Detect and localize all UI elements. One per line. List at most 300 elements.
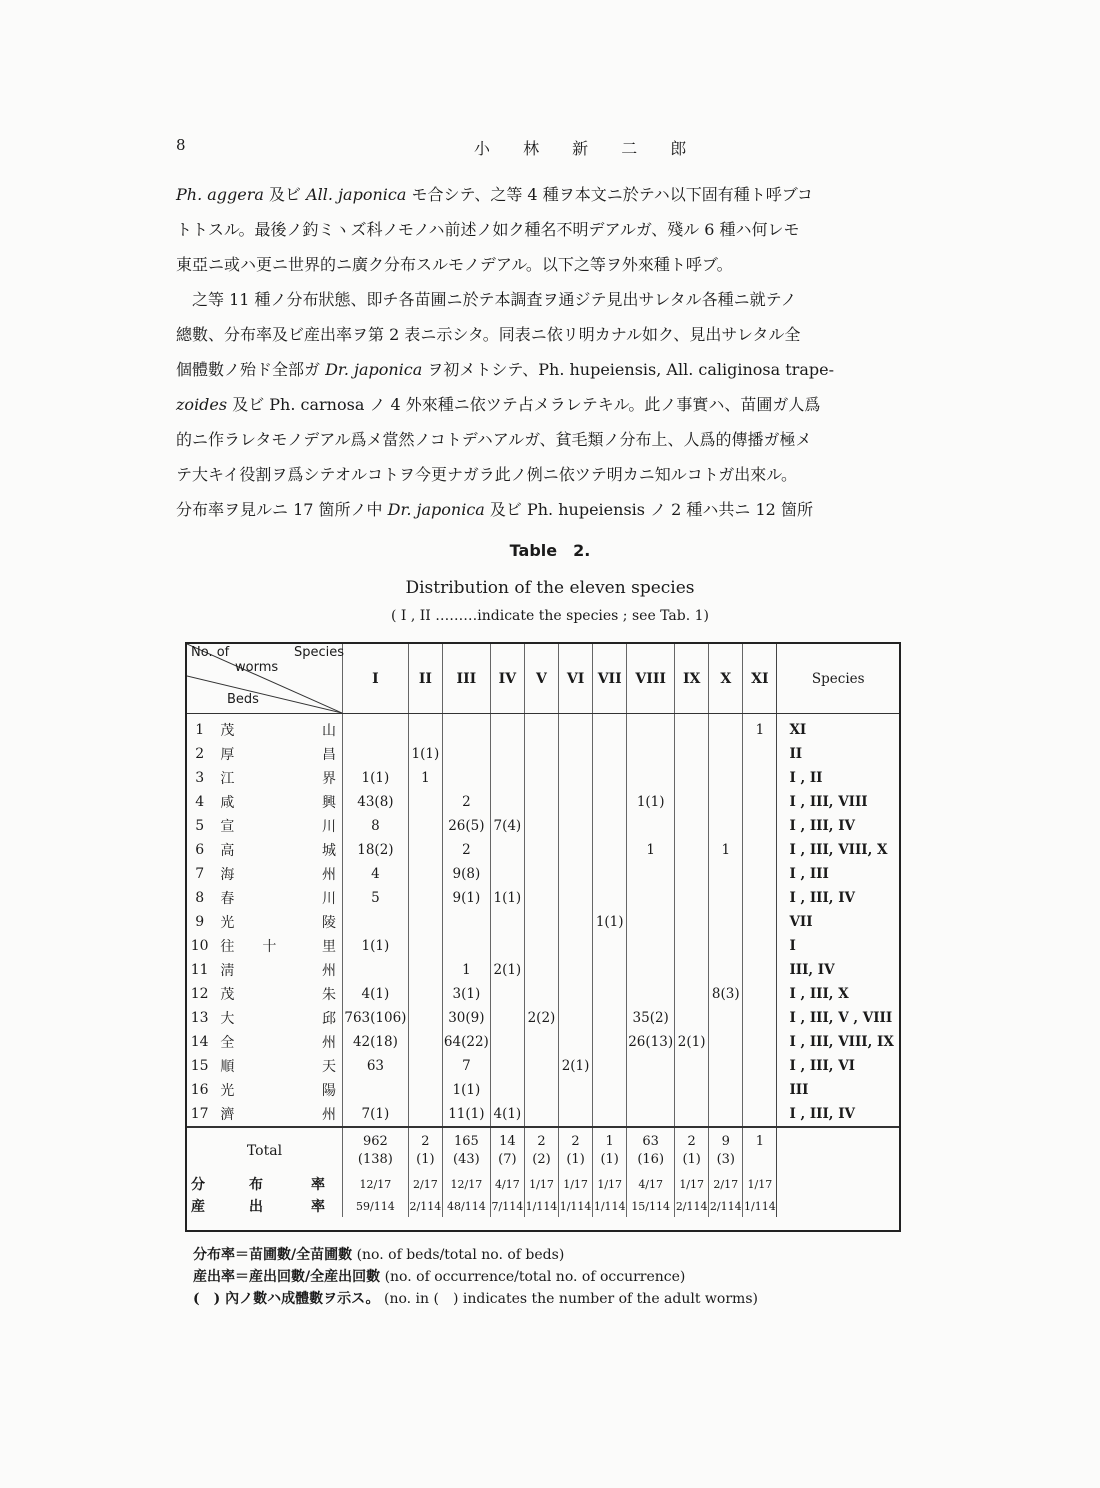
table-cell <box>627 934 675 958</box>
species-column-header: Species <box>777 644 899 714</box>
species-present: XI <box>777 714 899 743</box>
total-value: 1 <box>605 1133 614 1149</box>
table-cell <box>559 1030 593 1054</box>
table-cell <box>559 1006 593 1030</box>
table-cell <box>559 838 593 862</box>
table-cell: 763(106) <box>343 1006 409 1030</box>
bed-name <box>212 958 342 982</box>
footnote-explanation: (no. of occurrence/total no. of occurrence) <box>380 1269 686 1285</box>
table-cell <box>743 1054 777 1078</box>
table-cell <box>593 934 627 958</box>
table-cell: 1 <box>743 714 777 743</box>
bed-char: 興 <box>322 795 336 811</box>
table-cell <box>709 958 743 982</box>
table-cell <box>709 934 743 958</box>
footnote-line <box>193 1266 685 1286</box>
table-cell <box>675 958 709 982</box>
table-cell <box>490 1006 524 1030</box>
row-number: 12 <box>190 986 209 1002</box>
corner-beds: Beds <box>227 692 259 707</box>
table-row <box>187 742 899 766</box>
table-cell <box>675 1054 709 1078</box>
bed-name <box>212 1078 342 1102</box>
rate-cell: 12/17 <box>343 1173 409 1195</box>
bed-char: 海 <box>220 867 235 883</box>
species-present: I , II <box>777 766 899 790</box>
table-cell <box>524 958 558 982</box>
table-cell <box>675 862 709 886</box>
bed-name <box>212 910 342 934</box>
table-cell <box>593 814 627 838</box>
table-cell <box>490 1054 524 1078</box>
table-cell <box>627 886 675 910</box>
table-cell: 63 <box>343 1054 409 1078</box>
table-cell <box>559 1078 593 1102</box>
table-cell <box>524 838 558 862</box>
text-segment: ヲ初メトシテ、Ph. hupeiensis, All. caliginosa trape- <box>422 360 834 379</box>
table-cell <box>593 1078 627 1102</box>
table-cell <box>743 766 777 790</box>
rate-cell: 4/17 <box>627 1173 675 1195</box>
bed-char: 厚 <box>220 747 235 763</box>
rate-cell: 1/114 <box>559 1195 593 1217</box>
total-adults <box>743 1151 776 1169</box>
table-cell: 9(1) <box>442 886 490 910</box>
bed-char: 江 <box>220 771 235 787</box>
table-cell <box>408 1054 442 1078</box>
table-row <box>187 1030 899 1054</box>
row-number: 3 <box>195 770 205 786</box>
bed-char: 大 <box>220 1011 235 1027</box>
table-caption: Distribution of the eleven species <box>405 578 695 598</box>
table-cell <box>408 1102 442 1127</box>
bed-char: 光 <box>220 915 235 931</box>
table-cell <box>675 886 709 910</box>
table-cell <box>675 1102 709 1127</box>
table-cell <box>743 934 777 958</box>
table-cell <box>559 790 593 814</box>
rate-cell: 12/17 <box>442 1173 490 1195</box>
text-segment: 分布率ヲ見ルニ 17 箇所ノ中 <box>176 500 388 519</box>
text-segment: zoides <box>176 395 228 414</box>
row-number: 17 <box>190 1106 209 1122</box>
table-cell: 1(1) <box>490 886 524 910</box>
text-segment: Ph. aggera <box>176 185 264 204</box>
table-cell: 4(1) <box>490 1102 524 1127</box>
table-cell <box>490 1030 524 1054</box>
text-segment: テ大キイ役割ヲ爲シテオルコトヲ今更ナガラ此ノ例ニ依ツテ明カニ知ルコトガ出來ル。 <box>176 465 797 484</box>
text-segment: 的ニ作ラレタモノデアル爲メ當然ノコトデハアルガ、貧毛類ノ分布上、人爲的傳播ガ極メ <box>176 430 812 449</box>
row-number: 13 <box>190 1010 209 1026</box>
table-cell <box>490 910 524 934</box>
label-char: 出 <box>249 1199 263 1215</box>
total-cell <box>709 1127 743 1173</box>
bed-char: 茂 <box>220 723 235 739</box>
bed-char: 濟 <box>220 1107 235 1123</box>
column-header: X <box>709 644 743 714</box>
rate-cell: 2/17 <box>709 1173 743 1195</box>
table-row <box>187 790 899 814</box>
total-adults: (43) <box>453 1151 480 1167</box>
table-cell: 7 <box>442 1054 490 1078</box>
rate-cell: 15/114 <box>627 1195 675 1217</box>
footnote-line <box>193 1244 564 1264</box>
table-cell <box>709 1054 743 1078</box>
table-cell <box>559 934 593 958</box>
table-row <box>187 1054 899 1078</box>
table-cell <box>490 790 524 814</box>
table-cell <box>593 742 627 766</box>
total-value: 165 <box>453 1133 479 1149</box>
total-adults: (138) <box>357 1151 393 1167</box>
species-present: I , III, VIII <box>777 790 899 814</box>
row-number: 11 <box>190 962 209 978</box>
table-cell <box>675 790 709 814</box>
table-cell <box>675 766 709 790</box>
table-cell <box>675 814 709 838</box>
text-segment: 及ビ Ph. carnosa ノ 4 外來種ニ依ツテ占メラレテキル。此ノ事實ハ、苗圃ガ人爲 <box>227 395 821 414</box>
footnote-explanation: (no. in ( ) indicates the number of the adult worms) <box>379 1291 758 1307</box>
row-number: 8 <box>195 890 205 906</box>
table-cell <box>559 814 593 838</box>
row-number: 5 <box>195 818 205 834</box>
bed-char: 界 <box>322 771 336 787</box>
table-cell <box>675 714 709 743</box>
table-cell <box>408 1078 442 1102</box>
column-header: I <box>343 644 409 714</box>
table-cell <box>490 714 524 743</box>
table-cell <box>490 766 524 790</box>
label-char: 布 <box>249 1177 263 1193</box>
table-cell <box>709 1102 743 1127</box>
text-segment: 及ビ <box>263 185 307 204</box>
table-cell <box>593 838 627 862</box>
total-label: Total <box>187 1127 343 1173</box>
bed-name <box>212 814 342 838</box>
table-cell <box>408 1030 442 1054</box>
table-cell <box>593 790 627 814</box>
bed-name <box>212 1030 342 1054</box>
table-cell <box>408 958 442 982</box>
table-cell <box>408 1006 442 1030</box>
table-cell: 2 <box>442 838 490 862</box>
total-adults: (1) <box>682 1151 701 1167</box>
rate-cell: 1/114 <box>593 1195 627 1217</box>
table-cell: 1 <box>627 838 675 862</box>
body-text-line <box>176 184 916 206</box>
total-cell <box>675 1127 709 1173</box>
table-cell: 2(1) <box>559 1054 593 1078</box>
body-text-line <box>176 464 916 486</box>
table-cell <box>343 1078 409 1102</box>
table-cell <box>709 886 743 910</box>
rate-cell: 2/114 <box>675 1195 709 1217</box>
bed-char: 光 <box>220 1083 235 1099</box>
table-cell <box>627 1078 675 1102</box>
table-cell <box>559 886 593 910</box>
bed-char: 朱 <box>322 987 336 1003</box>
table-cell <box>709 1078 743 1102</box>
table-cell <box>408 982 442 1006</box>
rate-cell: 4/17 <box>490 1173 524 1195</box>
total-cell <box>442 1127 490 1173</box>
body-text-line <box>176 394 916 416</box>
table-cell <box>490 1078 524 1102</box>
table-cell <box>743 886 777 910</box>
table-label: Table 2. <box>509 541 591 560</box>
table-cell <box>675 934 709 958</box>
column-header: VII <box>593 644 627 714</box>
species-present: I , III, IV <box>777 814 899 838</box>
occurrence-rate-row <box>187 1195 899 1217</box>
table-cell <box>559 714 593 743</box>
table-cell <box>675 838 709 862</box>
species-present: VII <box>777 910 899 934</box>
total-cell <box>627 1127 675 1173</box>
column-header: VIII <box>627 644 675 714</box>
table-cell: 43(8) <box>343 790 409 814</box>
table-cell <box>442 934 490 958</box>
table-cell: 35(2) <box>627 1006 675 1030</box>
table-row <box>187 766 899 790</box>
body-text-line <box>176 219 916 241</box>
column-header: XI <box>743 644 777 714</box>
text-segment: 總數、分布率及ビ産出率ヲ第 2 表ニ示シタ。同表ニ依リ明カナル如ク、見出サレタル全 <box>176 325 801 344</box>
bed-char: 茂 <box>220 987 235 1003</box>
bed-char: 昌 <box>322 747 336 763</box>
table-cell: 1(1) <box>343 934 409 958</box>
bed-char: 川 <box>322 891 336 907</box>
species-present: I , III, IV <box>777 1102 899 1127</box>
table-row <box>187 814 899 838</box>
table-row <box>187 838 899 862</box>
table-cell <box>743 1006 777 1030</box>
bed-name <box>212 1006 342 1030</box>
bed-char: 高 <box>220 843 235 859</box>
corner-cell <box>187 644 343 714</box>
table-cell: 18(2) <box>343 838 409 862</box>
bed-char: 淸 <box>220 963 235 979</box>
table-cell <box>408 886 442 910</box>
table-row <box>187 934 899 958</box>
bed-char: 宣 <box>220 819 235 835</box>
bed-name <box>212 934 342 958</box>
table-cell <box>559 1102 593 1127</box>
table-row <box>187 862 899 886</box>
table-cell <box>559 910 593 934</box>
table-cell <box>343 742 409 766</box>
total-adults: (3) <box>716 1151 735 1167</box>
table-cell <box>524 982 558 1006</box>
table-cell <box>743 1078 777 1102</box>
table-cell: 2(2) <box>524 1006 558 1030</box>
total-adults: (1) <box>416 1151 435 1167</box>
total-adults: (1) <box>600 1151 619 1167</box>
table-cell <box>627 862 675 886</box>
table-cell <box>559 958 593 982</box>
table-cell <box>442 714 490 743</box>
row-number: 6 <box>195 842 205 858</box>
rate-cell: 1/17 <box>743 1173 777 1195</box>
rate-cell: 2/114 <box>709 1195 743 1217</box>
total-cell <box>408 1127 442 1173</box>
text-segment: Dr. japonica <box>387 500 485 519</box>
table-cell <box>559 742 593 766</box>
table-row <box>187 982 899 1006</box>
total-value: 9 <box>721 1133 730 1149</box>
table-cell: 11(1) <box>442 1102 490 1127</box>
table-cell <box>408 838 442 862</box>
bed-name <box>212 790 342 814</box>
table-cell <box>627 714 675 743</box>
total-cell <box>593 1127 627 1173</box>
table-cell: 30(9) <box>442 1006 490 1030</box>
total-adults: (7) <box>498 1151 517 1167</box>
table-cell: 8 <box>343 814 409 838</box>
column-header: II <box>408 644 442 714</box>
table-cell <box>675 982 709 1006</box>
table-cell <box>627 982 675 1006</box>
corner-species: Species <box>294 645 345 660</box>
bed-name <box>212 886 342 910</box>
table-cell <box>408 934 442 958</box>
table-cell <box>408 714 442 743</box>
bed-name <box>212 742 342 766</box>
distribution-rate-row <box>187 1173 899 1195</box>
table-cell <box>709 766 743 790</box>
total-value: 2 <box>421 1133 430 1149</box>
bed-char: 州 <box>322 1035 336 1051</box>
table-row <box>187 886 899 910</box>
bed-char: 全 <box>220 1035 235 1051</box>
table-cell: 1 <box>408 766 442 790</box>
table-cell <box>593 1006 627 1030</box>
column-header: IV <box>490 644 524 714</box>
bed-char: 川 <box>322 819 336 835</box>
body-text-line <box>176 499 916 521</box>
table-cell: 1(1) <box>343 766 409 790</box>
table-header-row <box>187 644 899 714</box>
table-cell: 1(1) <box>408 742 442 766</box>
table-cell <box>743 910 777 934</box>
row-number: 9 <box>195 914 205 930</box>
text-segment: 東亞ニ或ハ更ニ世界的ニ廣ク分布スルモノデアル。以下之等ヲ外來種ト呼ブ。 <box>176 255 733 274</box>
table-cell <box>524 766 558 790</box>
body-text-line <box>176 429 916 451</box>
table-cell <box>524 1054 558 1078</box>
body-text-line <box>176 254 916 276</box>
table-cell <box>408 790 442 814</box>
rate-cell: 1/17 <box>593 1173 627 1195</box>
body-text-line <box>176 289 916 311</box>
table-row <box>187 714 899 743</box>
table-cell <box>627 766 675 790</box>
table-cell: 2(1) <box>490 958 524 982</box>
table-row <box>187 910 899 934</box>
table-cell <box>743 1102 777 1127</box>
table-cell <box>593 1054 627 1078</box>
species-present: I <box>777 934 899 958</box>
table-cell: 3(1) <box>442 982 490 1006</box>
row-number: 10 <box>190 938 209 954</box>
bed-char: 陵 <box>322 915 336 931</box>
species-present: I , III, V , VIII <box>777 1006 899 1030</box>
bed-name <box>212 766 342 790</box>
column-header: VI <box>559 644 593 714</box>
table-cell <box>743 982 777 1006</box>
table-cell <box>408 910 442 934</box>
total-value: 1 <box>755 1133 765 1149</box>
table-cell: 1 <box>442 958 490 982</box>
total-adults: (2) <box>532 1151 551 1167</box>
bed-name <box>212 714 342 743</box>
occurrence-rate-label <box>187 1195 343 1217</box>
table-cell: 1(1) <box>593 910 627 934</box>
table-cell: 26(13) <box>627 1030 675 1054</box>
table-cell <box>524 934 558 958</box>
table-row <box>187 1078 899 1102</box>
table-cell: 9(8) <box>442 862 490 886</box>
rate-cell: 7/114 <box>490 1195 524 1217</box>
rate-cell: 1/17 <box>675 1173 709 1195</box>
table-cell <box>559 982 593 1006</box>
text-segment: トトスル。最後ノ釣ミヽズ科ノモノハ前述ノ如ク種名不明デアルガ、殘ル 6 種ハ何レモ <box>176 220 800 239</box>
total-value: 2 <box>571 1133 580 1149</box>
running-header-author: 小 林 新 二 郎 <box>474 139 701 158</box>
table-cell <box>593 714 627 743</box>
distribution-rate-label <box>187 1173 343 1195</box>
table-cell: 42(18) <box>343 1030 409 1054</box>
species-present: I , III, VI <box>777 1054 899 1078</box>
table-cell <box>524 1102 558 1127</box>
bed-char: 順 <box>220 1059 235 1075</box>
species-present: I , III <box>777 862 899 886</box>
bed-char: 邱 <box>322 1011 336 1027</box>
bed-char: 山 <box>322 723 336 739</box>
text-segment: 之等 11 種ノ分布狀態、即チ各苗圃ニ於テ本調査ヲ通ジテ見出サレタル各種ニ就テノ <box>176 290 797 309</box>
label-char: 率 <box>311 1177 325 1193</box>
table-cell <box>490 838 524 862</box>
species-present: III, IV <box>777 958 899 982</box>
table-cell <box>524 814 558 838</box>
footnote-formula: 分布率＝苗圃數/全苗圃數 <box>193 1247 353 1263</box>
bed-char: 里 <box>322 939 336 955</box>
table-cell <box>593 886 627 910</box>
row-number: 2 <box>195 746 205 762</box>
table-cell: 7(4) <box>490 814 524 838</box>
bed-char: 州 <box>322 963 336 979</box>
total-value: 962 <box>362 1133 388 1149</box>
row-number: 1 <box>195 722 205 738</box>
species-present: II <box>777 742 899 766</box>
total-value: 2 <box>687 1133 696 1149</box>
distribution-table <box>187 644 899 1217</box>
table-cell <box>709 862 743 886</box>
table-cell <box>709 714 743 743</box>
table-cell: 5 <box>343 886 409 910</box>
table-cell: 2(1) <box>675 1030 709 1054</box>
table-cell <box>490 742 524 766</box>
table-cell <box>442 766 490 790</box>
table-cell <box>442 910 490 934</box>
bed-char: 往 <box>220 939 235 955</box>
row-number: 4 <box>195 794 205 810</box>
rate-cell: 1/17 <box>559 1173 593 1195</box>
table-cell <box>408 814 442 838</box>
table-cell <box>524 862 558 886</box>
table-cell <box>524 1030 558 1054</box>
species-present: I , III, X <box>777 982 899 1006</box>
